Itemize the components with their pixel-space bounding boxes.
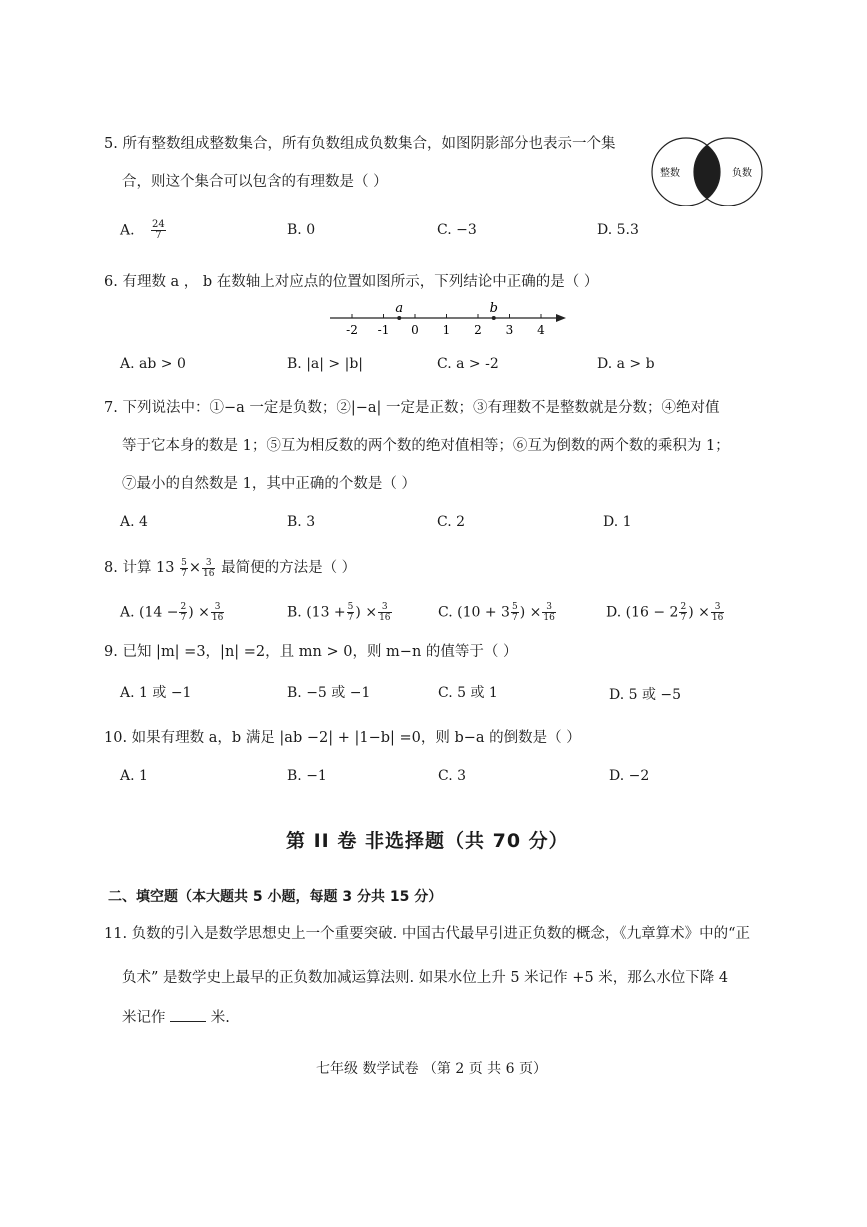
q8-option-b-frac1	[347, 602, 355, 623]
q7-line2: 等于它本身的数是 1；⑤互为相反数的两个数的绝对值相等；⑥互为倒数的两个数的乘积为 1；	[122, 438, 730, 454]
q5-line1: 5. 所有整数组成整数集合，所有负数组成负数集合，如图阴影部分也表示一个集	[104, 136, 616, 152]
q8-num: 3	[378, 602, 391, 613]
q8-den: 16	[203, 568, 215, 579]
q10-option-d: D. −2	[609, 768, 650, 784]
number-line-tick-label: 0	[411, 323, 419, 337]
q8-fraction-5-7	[180, 558, 188, 579]
q6-text: 6. 有理数 a ， b 在数轴上对应点的位置如图所示，下列结论中正确的是（ ）	[104, 274, 599, 290]
q8-option-b	[287, 602, 393, 623]
q8-num: 5	[511, 602, 518, 612]
q7-option-c: C. 2	[437, 514, 466, 530]
q8-option-c-frac1	[511, 602, 519, 623]
q8-option-b-close: ) ×	[355, 604, 378, 621]
number-line-tick-label: 3	[505, 323, 514, 337]
number-line-label-b: b	[489, 301, 498, 316]
q8-den: 7	[680, 613, 687, 623]
q8-option-b-expr: (13 +	[306, 604, 346, 621]
q8-den: 16	[711, 613, 724, 623]
q8-option-d-frac1	[679, 602, 687, 623]
q6-option-b: B. |a| > |b|	[287, 356, 363, 372]
q10-option-b: B. −1	[287, 768, 327, 784]
q5-option-c: C. −3	[437, 222, 477, 238]
q11-line3-suffix: 米.	[210, 1010, 230, 1026]
q5-option-a-fraction	[151, 220, 166, 241]
q8-option-d-close: ) ×	[688, 604, 710, 621]
q6-option-a: A. ab > 0	[120, 356, 186, 372]
q8-option-c-label: C.	[438, 604, 453, 621]
q11-line3-prefix: 米记作	[122, 1010, 166, 1026]
number-line-tick-label: 4	[537, 323, 545, 337]
q9-option-a: A. 1 或 −1	[120, 685, 192, 701]
q8-option-a-expr: (14 −	[139, 604, 179, 621]
q8-den: 16	[211, 613, 224, 623]
q11-line3	[122, 1006, 230, 1027]
number-line-tick-label: -1	[377, 323, 390, 337]
q11-line1: 11. 负数的引入是数学思想史上一个重要突破. 中国古代最早引进正负数的概念，《九章算术》中的“正	[104, 926, 751, 942]
q8-text-suffix: 最简便的方法是（ ）	[221, 560, 357, 576]
q8-option-d-expr: (16 − 2	[625, 604, 679, 621]
q8-num: 2	[680, 602, 687, 612]
q8-den: 16	[379, 613, 391, 623]
q8-option-b-label: B.	[287, 604, 302, 621]
q8-num: 3	[711, 602, 724, 613]
section-subtitle: 二、填空题（本大题共 5 小题，每题 3 分共 15 分）	[108, 889, 443, 905]
q8-times: ×	[188, 560, 202, 576]
q9-text: 9. 已知 |m| =3，|n| =2，且 mn > 0，则 m−n 的值等于（ ）	[104, 644, 518, 660]
q8-option-d	[606, 602, 725, 623]
q11-answer-blank[interactable]	[170, 1009, 206, 1022]
number-line-tick-label: 2	[474, 323, 482, 337]
q8-den: 7	[181, 568, 187, 579]
q7-option-d: D. 1	[603, 514, 632, 530]
q5-option-b: B. 0	[287, 222, 316, 238]
q8-num: 3	[202, 558, 215, 569]
q8-option-b-frac2	[378, 602, 391, 623]
section-title: 第 II 卷 非选择题（共 70 分）	[286, 830, 569, 852]
q8-option-a	[120, 602, 225, 623]
q8-den: 16	[543, 613, 555, 623]
q8-option-c-expr: (10 + 3	[457, 604, 510, 621]
q5-option-a	[120, 220, 167, 241]
q8-den: 7	[511, 613, 518, 623]
q10-text: 10. 如果有理数 a，b 满足 |ab −2| + |1−b| =0，则 b−a 的倒数是（ ）	[104, 730, 581, 746]
q7-line3: ⑦最小的自然数是 1，其中正确的个数是（ ）	[122, 476, 416, 492]
q8-option-a-label: A.	[120, 604, 135, 621]
page-footer: 七年级 数学试卷 （第 2 页 共 6 页）	[316, 1061, 547, 1077]
number-line-label-a: a	[395, 301, 404, 316]
number-line-point-a	[397, 316, 401, 320]
q8-text	[104, 556, 356, 579]
q8-den: 7	[180, 613, 187, 623]
q8-num: 5	[347, 602, 354, 612]
number-line-tick-label: 1	[442, 323, 451, 337]
number-line-tick-label: -2	[346, 323, 358, 337]
number-line-arrow	[556, 314, 566, 322]
q7-option-a: A. 4	[120, 514, 148, 530]
q8-option-a-close: ) ×	[188, 604, 210, 621]
q8-option-d-frac2	[711, 602, 724, 623]
venn-diagram	[648, 136, 766, 206]
q6-option-d: D. a > b	[597, 356, 655, 372]
venn-label-integers: 整数	[660, 168, 680, 179]
q8-option-c	[438, 602, 557, 623]
q9-option-c: C. 5 或 1	[438, 685, 498, 701]
q8-den: 7	[347, 613, 354, 623]
q7-line1: 7. 下列说法中：①−a 一定是负数；②|−a| 一定是正数；③有理数不是整数就是分数；④绝对值	[104, 400, 720, 416]
q8-num: 2	[180, 602, 187, 612]
q8-fraction-3-16	[202, 558, 215, 579]
q5-option-d: D. 5.3	[597, 222, 639, 238]
q10-option-c: C. 3	[438, 768, 467, 784]
q9-option-b: B. −5 或 −1	[287, 685, 371, 701]
number-line-point-b	[492, 316, 496, 320]
q8-option-c-close: ) ×	[519, 604, 542, 621]
venn-label-negatives: 负数	[732, 168, 752, 179]
q11-line2: 负术” 是数学史上最早的正负数加减运算法则. 如果水位上升 5 米记作 +5 米，那么水位下降 4	[122, 970, 729, 986]
q8-option-a-frac2	[211, 602, 224, 623]
q8-option-a-frac1	[179, 602, 187, 623]
q5-option-a-numerator: 24	[152, 219, 165, 230]
q8-option-d-label: D.	[606, 604, 622, 621]
number-line	[322, 296, 574, 342]
q8-num: 5	[181, 557, 187, 568]
q8-num: 3	[542, 602, 555, 613]
q8-option-c-frac2	[542, 602, 555, 623]
q7-option-b: B. 3	[287, 514, 316, 530]
q5-option-a-label: A.	[120, 222, 135, 239]
q9-option-d: D. 5 或 −5	[609, 687, 682, 703]
q5-option-a-denominator: 7	[155, 230, 162, 241]
q8-text-prefix: 8. 计算 13	[104, 560, 175, 576]
q6-option-c: C. a > -2	[437, 356, 499, 372]
q5-line2: 合，则这个集合可以包含的有理数是（ ）	[122, 174, 388, 190]
q10-option-a: A. 1	[120, 768, 148, 784]
q8-num: 3	[211, 602, 224, 613]
